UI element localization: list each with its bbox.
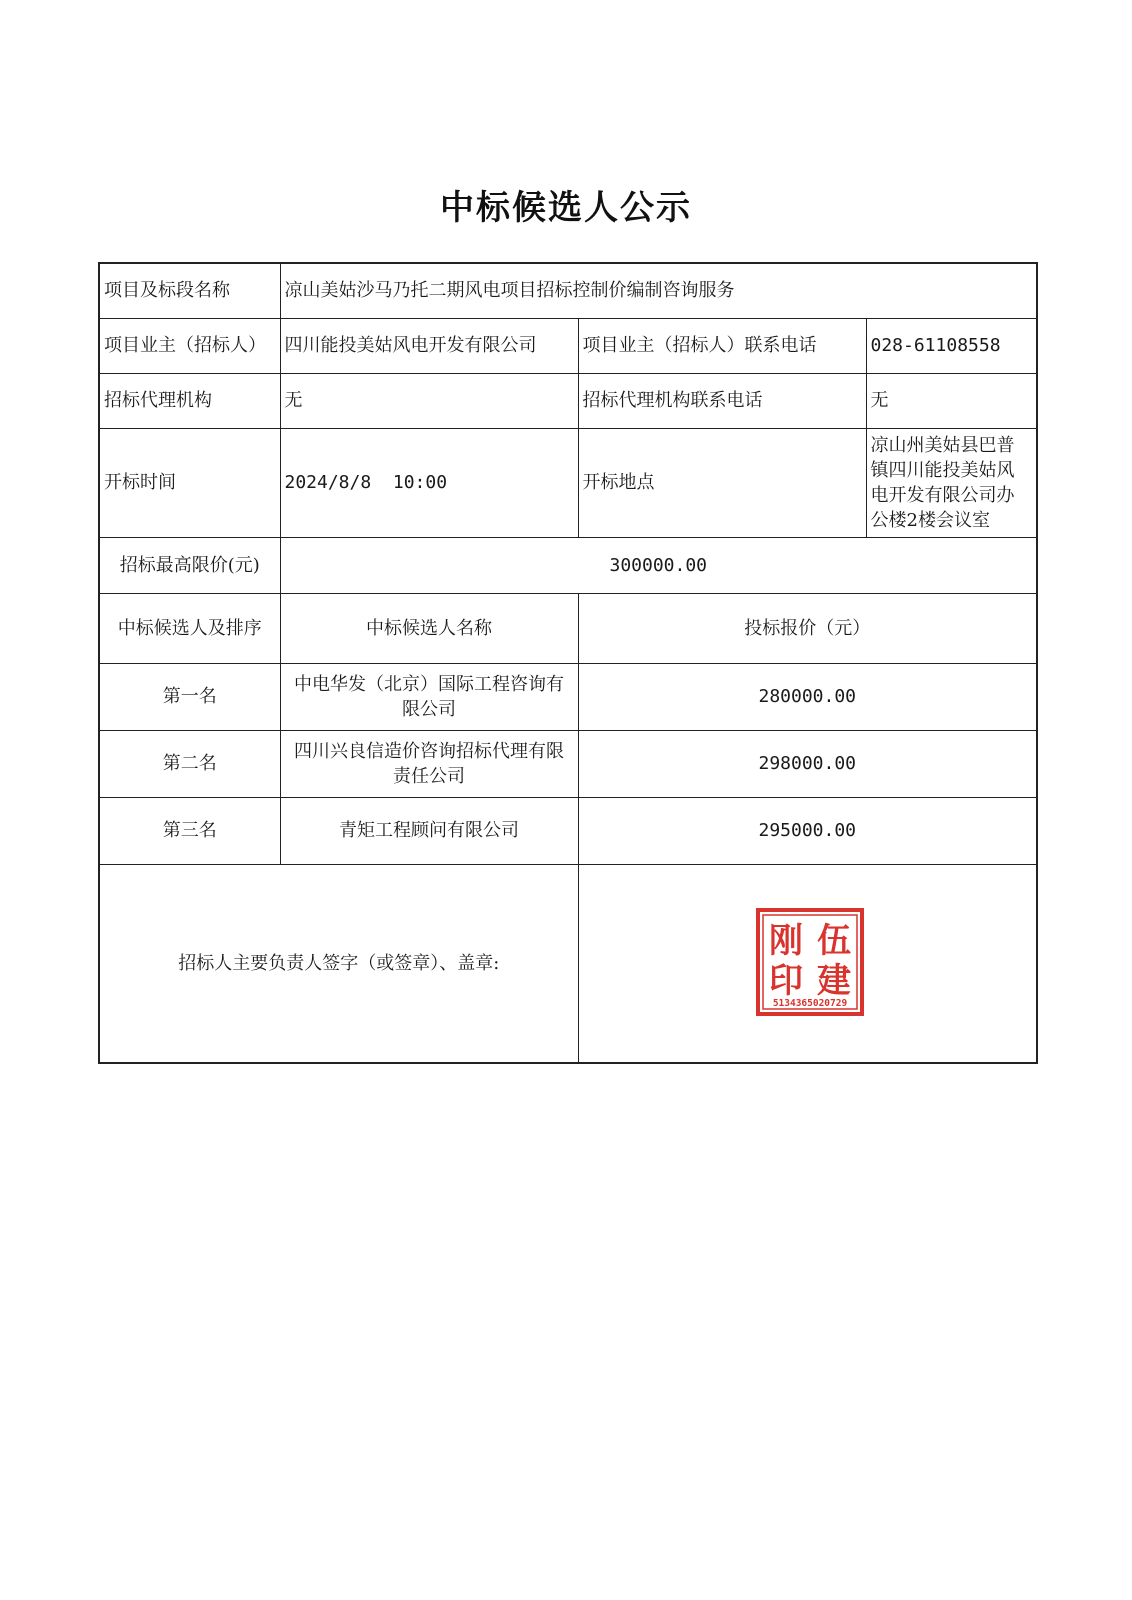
open-time-value: 2024/8/8 10:00 [280, 428, 578, 537]
stamp-char-1: 刚 [769, 921, 803, 961]
stamp-char-3: 印 [769, 961, 803, 1001]
announcement-table [98, 262, 1038, 1064]
candidate-price-2: 298000.00 [578, 730, 1037, 797]
project-value: 凉山美姑沙马乃托二期风电项目招标控制价编制咨询服务 [280, 263, 1037, 318]
stamp-char-4: 建 [817, 961, 851, 1001]
agency-phone-value: 无 [866, 373, 1037, 428]
seal-stamp-icon [756, 908, 864, 1016]
table-row [99, 663, 1037, 730]
agency-value: 无 [280, 373, 578, 428]
candidate-price-1: 280000.00 [578, 663, 1037, 730]
rank-1: 第一名 [99, 663, 280, 730]
candidate-name-2: 四川兴良信造价咨询招标代理有限责任公司 [280, 730, 578, 797]
header-rank: 中标候选人及排序 [99, 593, 280, 663]
max-price-value: 300000.00 [280, 537, 1037, 593]
table-row [99, 730, 1037, 797]
rank-3: 第三名 [99, 797, 280, 864]
agency-phone-label: 招标代理机构联系电话 [578, 373, 866, 428]
owner-row [99, 318, 1037, 373]
table-row [99, 797, 1037, 864]
open-time-label: 开标时间 [99, 428, 280, 537]
owner-value: 四川能投美姑风电开发有限公司 [280, 318, 578, 373]
agency-row [99, 373, 1037, 428]
candidate-name-3: 青矩工程顾问有限公司 [280, 797, 578, 864]
signature-row [99, 864, 1037, 1063]
project-label: 项目及标段名称 [99, 263, 280, 318]
rank-2: 第二名 [99, 730, 280, 797]
open-row [99, 428, 1037, 537]
stamp-char-2: 伍 [817, 921, 851, 961]
owner-phone-value: 028-61108558 [866, 318, 1037, 373]
max-price-label: 招标最高限价(元) [99, 537, 280, 593]
max-price-row [99, 537, 1037, 593]
owner-phone-label: 项目业主（招标人）联系电话 [578, 318, 866, 373]
agency-label: 招标代理机构 [99, 373, 280, 428]
open-place-label: 开标地点 [578, 428, 866, 537]
signature-label: 招标人主要负责人签字（或签章）、盖章: [99, 864, 578, 1063]
stamp-number: 5134365020729 [772, 998, 848, 1009]
owner-label: 项目业主（招标人） [99, 318, 280, 373]
candidates-header-row [99, 593, 1037, 663]
header-name: 中标候选人名称 [280, 593, 578, 663]
header-price: 投标报价（元） [578, 593, 1037, 663]
candidate-price-3: 295000.00 [578, 797, 1037, 864]
page-title: 中标候选人公示 [440, 188, 692, 228]
open-place-value: 凉山州美姑县巴普镇四川能投美姑风电开发有限公司办公楼2楼会议室 [866, 428, 1037, 537]
project-row [99, 263, 1037, 318]
candidate-name-1: 中电华发（北京）国际工程咨询有限公司 [280, 663, 578, 730]
